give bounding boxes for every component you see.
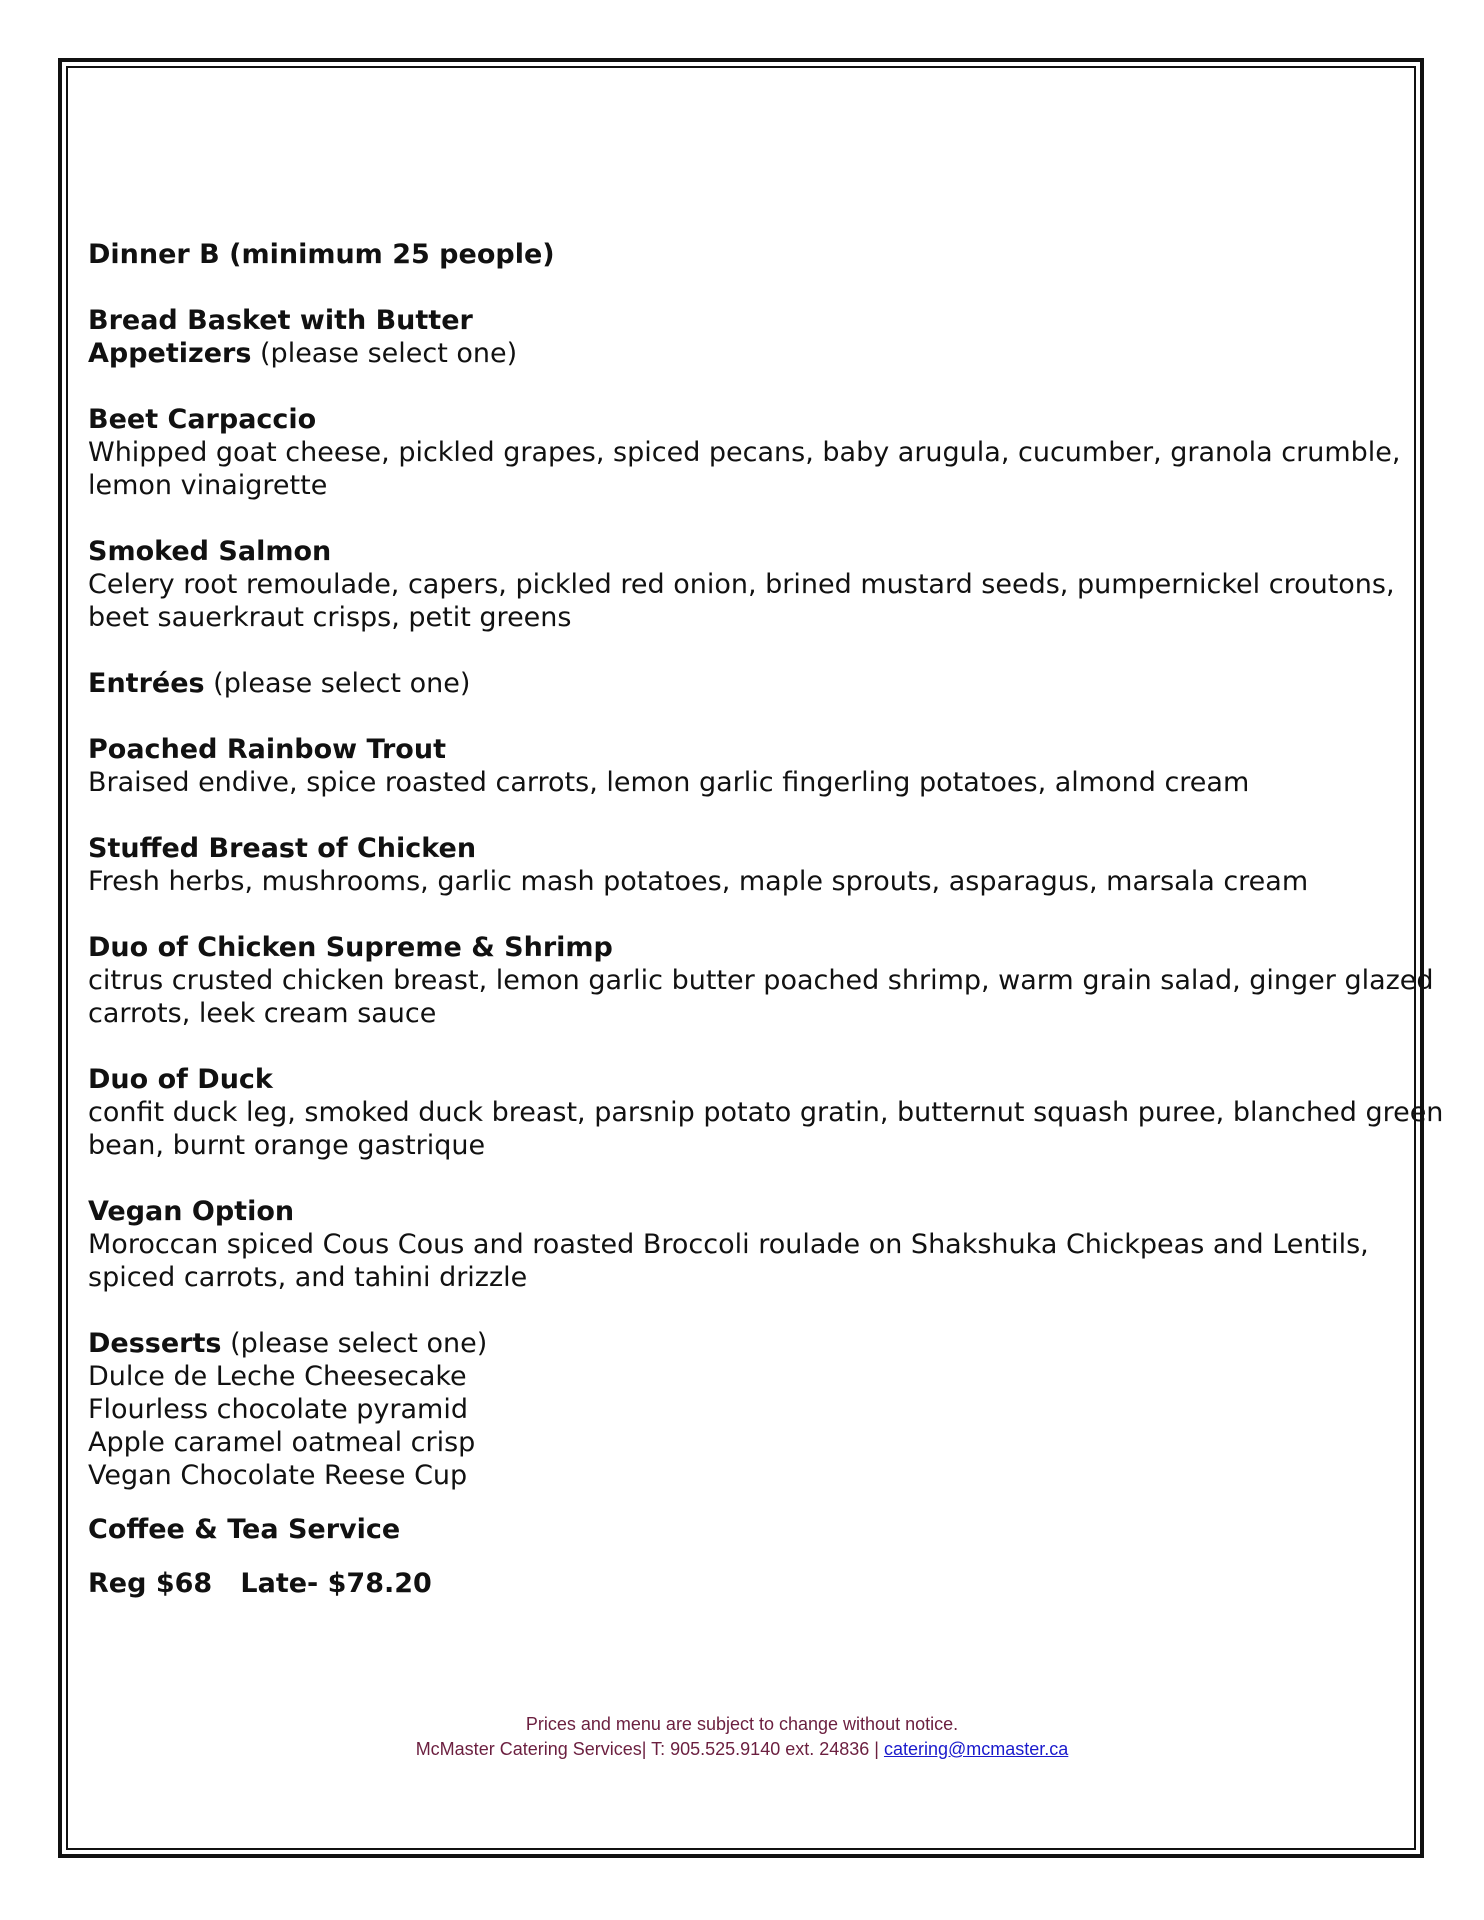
dessert-item: Vegan Chocolate Reese Cup [88, 1460, 468, 1491]
email-link[interactable]: catering@mcmaster.ca [883, 1739, 1069, 1759]
entree-name: Duo of Duck [88, 1064, 273, 1095]
entree-item [88, 1063, 1444, 1162]
entrees-note: (please select one) [204, 668, 471, 699]
bread-basket: Bread Basket with Butter [88, 305, 473, 336]
appetizer-name: Smoked Salmon [88, 536, 332, 567]
appetizer-item [88, 535, 1408, 634]
dessert-item: Flourless chocolate pyramid [88, 1394, 468, 1425]
desserts-note: (please select one) [221, 1328, 488, 1359]
entree-description: carrots, leek cream sauce [88, 998, 437, 1029]
footer [0, 1712, 1484, 1762]
entree-description: Braised endive, spice roasted carrots, lemon garlic fingerling potatoes, almond cream [88, 767, 1250, 798]
entree-description: bean, burnt orange gastrique [88, 1130, 486, 1161]
entree-name: Duo of Chicken Supreme & Shrimp [88, 932, 613, 963]
entree-name: Poached Rainbow Trout [88, 734, 446, 765]
entree-item [88, 1195, 1408, 1294]
entrees-label: Entrées [88, 668, 205, 699]
appetizer-name: Beet Carpaccio [88, 404, 317, 435]
appetizer-item [88, 403, 1408, 502]
entree-description: citrus crusted chicken breast, lemon garlic butter poached shrimp, warm grain salad, ginger glazed [88, 965, 1434, 996]
entree-item [88, 931, 1434, 1030]
entree-name: Stuffed Breast of Chicken [88, 833, 477, 864]
entrees-heading [88, 667, 1408, 700]
appetizer-description: lemon vinaigrette [88, 470, 328, 501]
appetizers-heading [88, 337, 1408, 370]
menu-content [88, 238, 1444, 1600]
appetizer-description: Celery root remoulade, capers, pickled red onion, brined mustard seeds, pumpernickel croutons, [88, 569, 1395, 600]
dessert-item: Apple caramel oatmeal crisp [88, 1427, 476, 1458]
appetizers-label: Appetizers [88, 338, 252, 369]
desserts-heading [88, 1327, 1408, 1360]
entree-description: spiced carrots, and tahini drizzle [88, 1262, 528, 1293]
footer-contact: McMaster Catering Services| T: 905.525.9140 ext. 24836 | [415, 1739, 884, 1759]
entree-item [88, 733, 1408, 799]
entree-description: Fresh herbs, mushrooms, garlic mash potatoes, maple sprouts, asparagus, marsala cream [88, 866, 1309, 897]
menu-title: Dinner B (minimum 25 people) [88, 239, 555, 270]
appetizer-description: Whipped goat cheese, pickled grapes, spiced pecans, baby arugula, cucumber, granola crumble, [88, 437, 1401, 468]
footer-notice: Prices and menu are subject to change without notice. [525, 1714, 959, 1734]
coffee-tea-service: Coffee & Tea Service [88, 1514, 401, 1545]
appetizer-description: beet sauerkraut crisps, petit greens [88, 602, 572, 633]
entree-name: Vegan Option [88, 1196, 295, 1227]
entree-description: Moroccan spiced Cous Cous and roasted Broccoli roulade on Shakshuka Chickpeas and Lentils, [88, 1229, 1369, 1260]
desserts-label: Desserts [88, 1328, 222, 1359]
dessert-item: Dulce de Leche Cheesecake [88, 1361, 467, 1392]
entree-item [88, 832, 1408, 898]
appetizers-note: (please select one) [251, 338, 518, 369]
footer-contact-line [0, 1737, 1484, 1762]
price-line: Reg $68 Late- $78.20 [88, 1568, 432, 1599]
entree-description: confit duck leg, smoked duck breast, parsnip potato gratin, butternut squash puree, blanched green [88, 1097, 1444, 1128]
